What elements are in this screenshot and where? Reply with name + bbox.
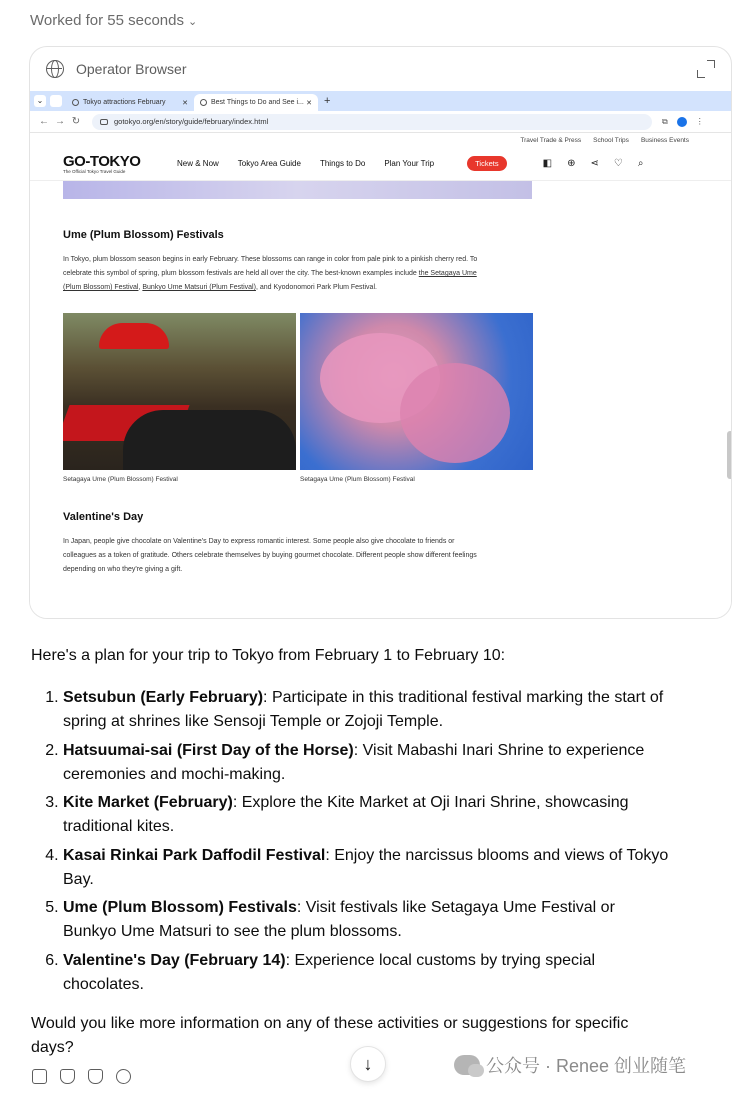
item-text: : Visit festivals like Setagaya Ume Festival or Bunkyo Ume Matsuri to see the plum blossoms. (63, 899, 615, 940)
copy-icon[interactable] (32, 1069, 47, 1084)
share-icon[interactable]: ⋖ (590, 158, 599, 169)
list-item (63, 686, 671, 734)
ume-text-2: celebrate this symbol of spring, plum blossom festivals are held all over the city. The best-known examples include (63, 270, 419, 277)
url-text: gotokyo.org/en/story/guide/february/index.html (114, 117, 269, 126)
valentine-text-3: depending on who they're giving a gift. (63, 566, 183, 573)
ume-heading: Ume (Plum Blossom) Festivals (63, 229, 224, 241)
list-item (63, 739, 671, 787)
gotokyo-page (30, 133, 732, 619)
watermark-text: 公众号 · Renee 创业随笔 (486, 1056, 687, 1076)
ume-text-1: In Tokyo, plum blossom season begins in early February. These blossoms can range in color from pale pink to a pinkish cherry red. To (63, 256, 478, 263)
tab-gotokyo[interactable] (194, 94, 318, 111)
wechat-icon (454, 1055, 480, 1075)
address-bar (30, 111, 732, 133)
watermark (454, 1052, 686, 1078)
link-bunkyo-ume[interactable]: Bunkyo Ume Matsuri (Plum Festival) (142, 284, 256, 291)
item-title: Ume (Plum Blossom) Festivals (63, 899, 297, 916)
thumbs-up-icon[interactable] (60, 1069, 75, 1084)
link-setagaya-ume-cont[interactable]: (Plum Blossom) Festival (63, 284, 139, 291)
ume-photos (63, 313, 533, 470)
ume-paragraph (63, 253, 532, 295)
new-tab-button[interactable]: + (324, 95, 331, 107)
tab-label: Best Things to Do and See i... (211, 99, 304, 106)
browser-screenshot (30, 91, 732, 619)
chrome-icon (50, 95, 62, 107)
item-text: : Visit Mabashi Inari Shrine to experience ceremonies and mochi-making. (63, 741, 645, 783)
page-scrollbar[interactable] (727, 431, 732, 479)
tab-list-button[interactable]: ⌄ (34, 95, 46, 107)
item-title: Hatsuumai-sai (First Day of the Horse) (63, 741, 354, 759)
banner-image (63, 181, 532, 199)
tickets-button[interactable]: Tickets (467, 156, 506, 171)
profile-avatar[interactable] (677, 117, 687, 127)
valentine-paragraph (63, 535, 532, 577)
menu-things-to-do[interactable]: Things to Do (319, 159, 366, 168)
list-item (63, 791, 671, 839)
valentine-heading: Valentine's Day (63, 511, 144, 523)
item-title: Kite Market (February) (63, 794, 233, 811)
list-item (63, 949, 671, 997)
search-icon (72, 99, 79, 106)
item-title: Kasai Rinkai Park Daffodil Festival (63, 846, 326, 864)
link-business-events[interactable]: Business Events (640, 136, 689, 144)
ume-text-3: , and Kyodonomori Park Plum Festival. (255, 284, 377, 291)
site-favicon-icon (200, 99, 207, 106)
menu-new-now[interactable]: New & Now (177, 159, 219, 168)
list-item (63, 896, 671, 944)
assistant-answer (31, 644, 671, 1060)
more-menu-icon[interactable]: ⋮ (695, 117, 704, 126)
item-text: : Enjoy the narcissus blooms and views of Tokyo Bay. (63, 846, 669, 888)
answer-closing: Would you like more information on any of these activities or suggestions for specific days? (31, 1014, 629, 1056)
language-icon[interactable]: ⊕ (567, 158, 576, 169)
heart-icon[interactable]: ♡ (613, 158, 623, 169)
regenerate-icon[interactable] (116, 1069, 131, 1084)
crowd-shape (123, 410, 296, 470)
scroll-down-button[interactable] (350, 1046, 386, 1082)
item-text: : Experience local customs by trying special chocolates. (63, 951, 596, 993)
menu-plan-trip[interactable]: Plan Your Trip (384, 159, 435, 168)
link-setagaya-ume[interactable]: the Setagaya Ume (418, 270, 477, 277)
worked-label: Worked for 55 seconds (30, 12, 184, 29)
operator-browser-card (29, 46, 732, 619)
festival-photo (63, 313, 296, 470)
close-icon[interactable]: ✕ (182, 99, 188, 107)
arrow-down-icon: ↓ (363, 1053, 373, 1074)
tab-bar (30, 91, 732, 111)
chevron-down-icon: ⌄ (187, 16, 198, 28)
tab-label: Tokyo attractions February (83, 99, 166, 106)
main-menu (177, 159, 434, 168)
tab-search[interactable] (66, 94, 194, 111)
answer-intro: Here's a plan for your trip to Tokyo from February 1 to February 10: (31, 647, 506, 664)
ume-section (63, 229, 532, 295)
back-icon[interactable]: ← (39, 116, 49, 127)
plum-blossom-photo (300, 313, 533, 470)
menu-area-guide[interactable]: Tokyo Area Guide (237, 159, 301, 168)
audio-icon[interactable]: ◧ (542, 158, 553, 169)
gotokyo-logo[interactable] (63, 154, 155, 174)
photo-caption-1: Setagaya Ume (Plum Blossom) Festival (63, 476, 178, 483)
valentine-section (63, 511, 532, 577)
link-travel-trade[interactable]: Travel Trade & Press (520, 136, 582, 144)
link-school-trips[interactable]: School Trips (593, 136, 629, 144)
thumbs-down-icon[interactable] (88, 1069, 103, 1084)
blossom-shape (400, 363, 510, 463)
close-icon[interactable]: ✕ (306, 99, 312, 107)
operator-title: Operator Browser (76, 61, 187, 77)
separator: , (138, 284, 143, 291)
red-umbrella-shape (99, 323, 169, 349)
site-info-icon (100, 119, 108, 125)
reload-icon[interactable]: ↻ (71, 116, 81, 127)
url-field[interactable] (92, 114, 652, 130)
item-title: Valentine's Day (February 14) (63, 951, 286, 969)
forward-icon[interactable]: → (55, 116, 65, 127)
plan-list (31, 686, 671, 997)
item-title: Setsubun (Early February) (63, 689, 264, 706)
list-item (63, 844, 671, 892)
valentine-text-1: In Japan, people give chocolate on Valentine's Day to express romantic interest. Some people also give chocolate to friends or (63, 538, 455, 545)
globe-icon (46, 60, 64, 78)
site-nav (30, 147, 732, 181)
top-links (30, 133, 732, 147)
message-actions (32, 1069, 131, 1084)
item-text: : Participate in this traditional festival marking the start of spring at shrines like Sensoji Temple or Zojoji Temple. (63, 689, 664, 730)
item-text: : Explore the Kite Market at Oji Inari Shrine, showcasing traditional kites. (63, 794, 629, 835)
valentine-text-2: colleagues as a token of gratitude. Others celebrate themselves by buying gourmet chocolate. Different people show different feelings (63, 552, 477, 559)
expand-icon[interactable] (697, 60, 715, 78)
logo-tagline: The Official Tokyo Travel Guide (63, 168, 126, 174)
worked-status[interactable] (30, 12, 197, 29)
extensions-icon[interactable]: ⧉ (662, 116, 668, 126)
search-icon[interactable]: ⌕ (637, 158, 644, 169)
logo-main: GO-TOKYO (63, 152, 141, 170)
operator-header (30, 47, 731, 91)
photo-caption-2: Setagaya Ume (Plum Blossom) Festival (300, 476, 415, 483)
